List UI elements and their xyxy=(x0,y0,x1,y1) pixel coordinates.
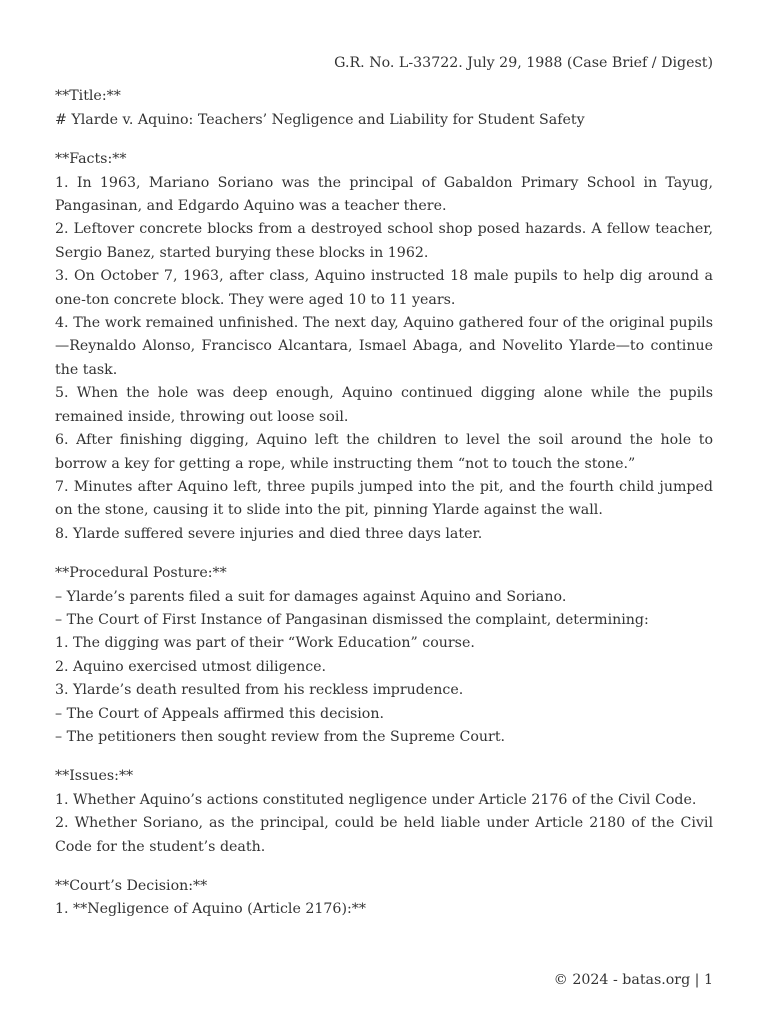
issue-item: 2. Whether Soriano, as the principal, could be held liable under Article 2180 of the Civil Code for the student’s death. xyxy=(55,815,713,855)
fact-item: 2. Leftover concrete blocks from a destroyed school shop posed hazards. A fellow teacher, Sergio Banez, started burying these blocks in 1962. xyxy=(55,221,713,261)
facts-label: **Facts:** xyxy=(55,151,127,168)
procedural-posture-section xyxy=(55,562,713,749)
title-label: **Title:** xyxy=(55,88,121,105)
posture-item: – The petitioners then sought review from the Supreme Court. xyxy=(55,728,506,745)
posture-item: 3. Ylarde’s death resulted from his reckless imprudence. xyxy=(55,682,464,699)
posture-item: 2. Aquino exercised utmost diligence. xyxy=(55,658,327,675)
case-heading: # Ylarde v. Aquino: Teachers’ Negligence and Liability for Student Safety xyxy=(55,111,585,128)
decision-item: 1. **Negligence of Aquino (Article 2176):** xyxy=(55,901,366,918)
issue-item: 1. Whether Aquino’s actions constituted negligence under Article 2176 of the Civil Code. xyxy=(55,791,697,808)
fact-item: 4. The work remained unfinished. The next day, Aquino gathered four of the original pupils—Reynaldo Alonso, Francisco Alcantara, Ismael Abaga, and Novelito Ylarde—to continue the task. xyxy=(55,315,713,378)
page-footer: © 2024 - batas.org | 1 xyxy=(553,972,713,988)
fact-item: 1. In 1963, Mariano Soriano was the principal of Gabaldon Primary School in Tayug, Pangasinan, and Edgardo Aquino was a teacher there. xyxy=(55,174,713,215)
title-section xyxy=(55,85,713,132)
courts-decision-section xyxy=(55,875,713,922)
fact-item: 8. Ylarde suffered severe injuries and died three days later. xyxy=(55,525,483,542)
case-citation: G.R. No. L-33722. July 29, 1988 (Case Brief / Digest) xyxy=(334,55,713,71)
posture-item: – The Court of Appeals affirmed this decision. xyxy=(55,705,384,722)
procedural-posture-label: **Procedural Posture:** xyxy=(55,565,227,582)
fact-item: 7. Minutes after Aquino left, three pupils jumped into the pit, and the fourth child jumped on the stone, causing it to slide into the pit, pinning Ylarde against the wall. xyxy=(55,478,713,519)
document-page xyxy=(55,52,713,938)
fact-item: 3. On October 7, 1963, after class, Aquino instructed 18 male pupils to help dig around a one-ton concrete block. They were aged 10 to 11 years. xyxy=(55,268,713,308)
issues-section xyxy=(55,765,713,859)
posture-item: – Ylarde’s parents filed a suit for damages against Aquino and Soriano. xyxy=(55,588,567,605)
fact-item: 6. After finishing digging, Aquino left the children to level the soil around the hole to borrow a key for getting a rope, while instructing them “not to touch the stone.” xyxy=(55,432,713,472)
fact-item: 5. When the hole was deep enough, Aquino continued digging alone while the pupils remained inside, throwing out loose soil. xyxy=(55,385,713,425)
issues-label: **Issues:** xyxy=(55,768,134,785)
facts-section xyxy=(55,148,713,546)
courts-decision-label: **Court’s Decision:** xyxy=(55,878,208,894)
posture-item: – The Court of First Instance of Pangasinan dismissed the complaint, determining: xyxy=(55,611,649,628)
posture-item: 1. The digging was part of their “Work Education” course. xyxy=(55,635,475,652)
